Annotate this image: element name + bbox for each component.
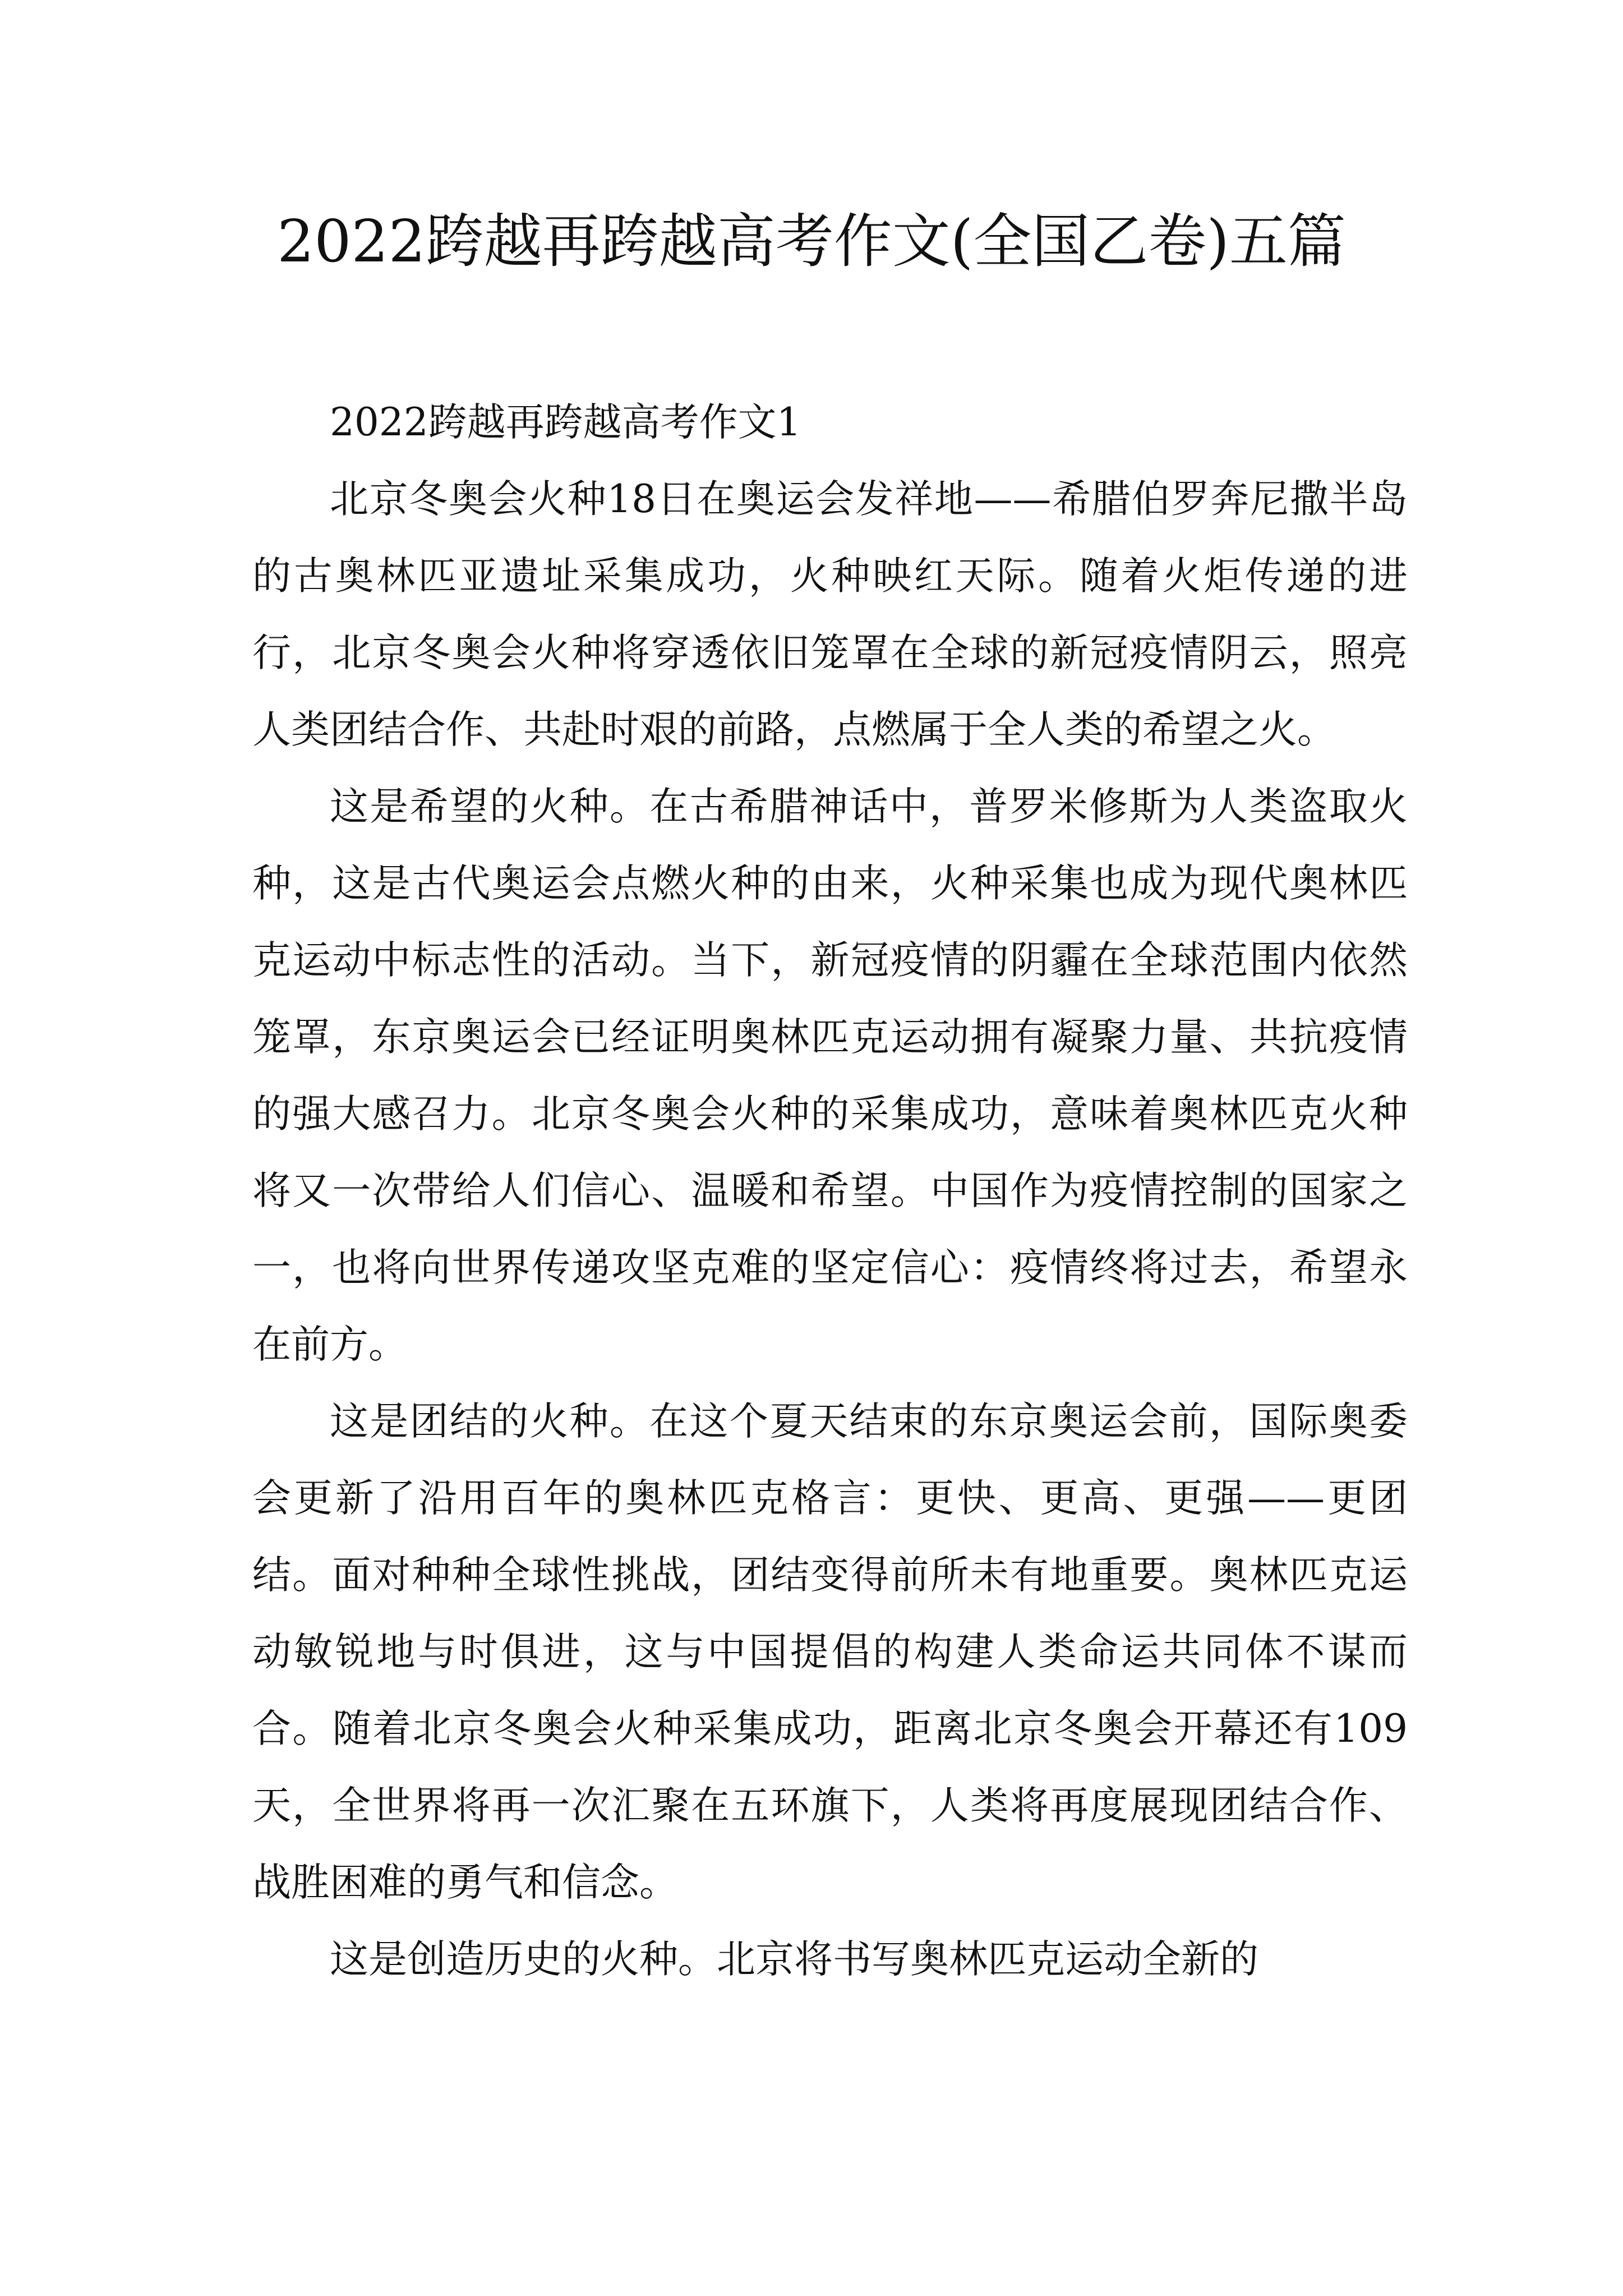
section-heading: 2022跨越再跨越高考作文1 [330,400,801,445]
document-body [252,384,1408,1998]
paragraph: 这是希望的火种。在古希腊神话中，普罗米修斯为人类盗取火种，这是古代奥运会点燃火种的由来，火种采集也成为现代奥林匹克运动中标志性的活动。当下，新冠疫情的阴霾在全球范围内依然笼罩，东京奥运会已经证明奥林匹克运动拥有凝聚力量、共抗疫情的强大感召力。北京冬奥会火种的采集成功，意味着奥林匹克火种将又一次带给人们信心、温暖和希望。中国作为疫情控制的国家之一，也将向世界传递攻坚克难的坚定信心：疫情终将过去，希望永在前方。 [252,784,1408,1367]
document-title: 2022跨越再跨越高考作文(全国乙卷)五篇 [277,207,1346,275]
paragraph: 这是创造历史的火种。北京将书写奥林匹克运动全新的 [330,1937,1258,1982]
paragraph: 这是团结的火种。在这个夏天结束的东京奥运会前，国际奥委会更新了沿用百年的奥林匹克格言：更快、更高、更强——更团结。面对种种全球性挑战，团结变得前所未有地重要。奥林匹克运动敏锐地与时俱进，这与中国提倡的构建人类命运共同体不谋而合。随着北京冬奥会火种采集成功，距离北京冬奥会开幕还有109天，全世界将再一次汇聚在五环旗下，人类将再度展现团结合作、战胜困难的勇气和信念。 [252,1399,1408,1905]
paragraph: 北京冬奥会火种18日在奥运会发祥地——希腊伯罗奔尼撒半岛的古奥林匹亚遗址采集成功，火种映红天际。随着火炬传递的进行，北京冬奥会火种将穿透依旧笼罩在全球的新冠疫情阴云，照亮人类团结合作、共赴时艰的前路，点燃属于全人类的希望之火。 [252,477,1408,752]
